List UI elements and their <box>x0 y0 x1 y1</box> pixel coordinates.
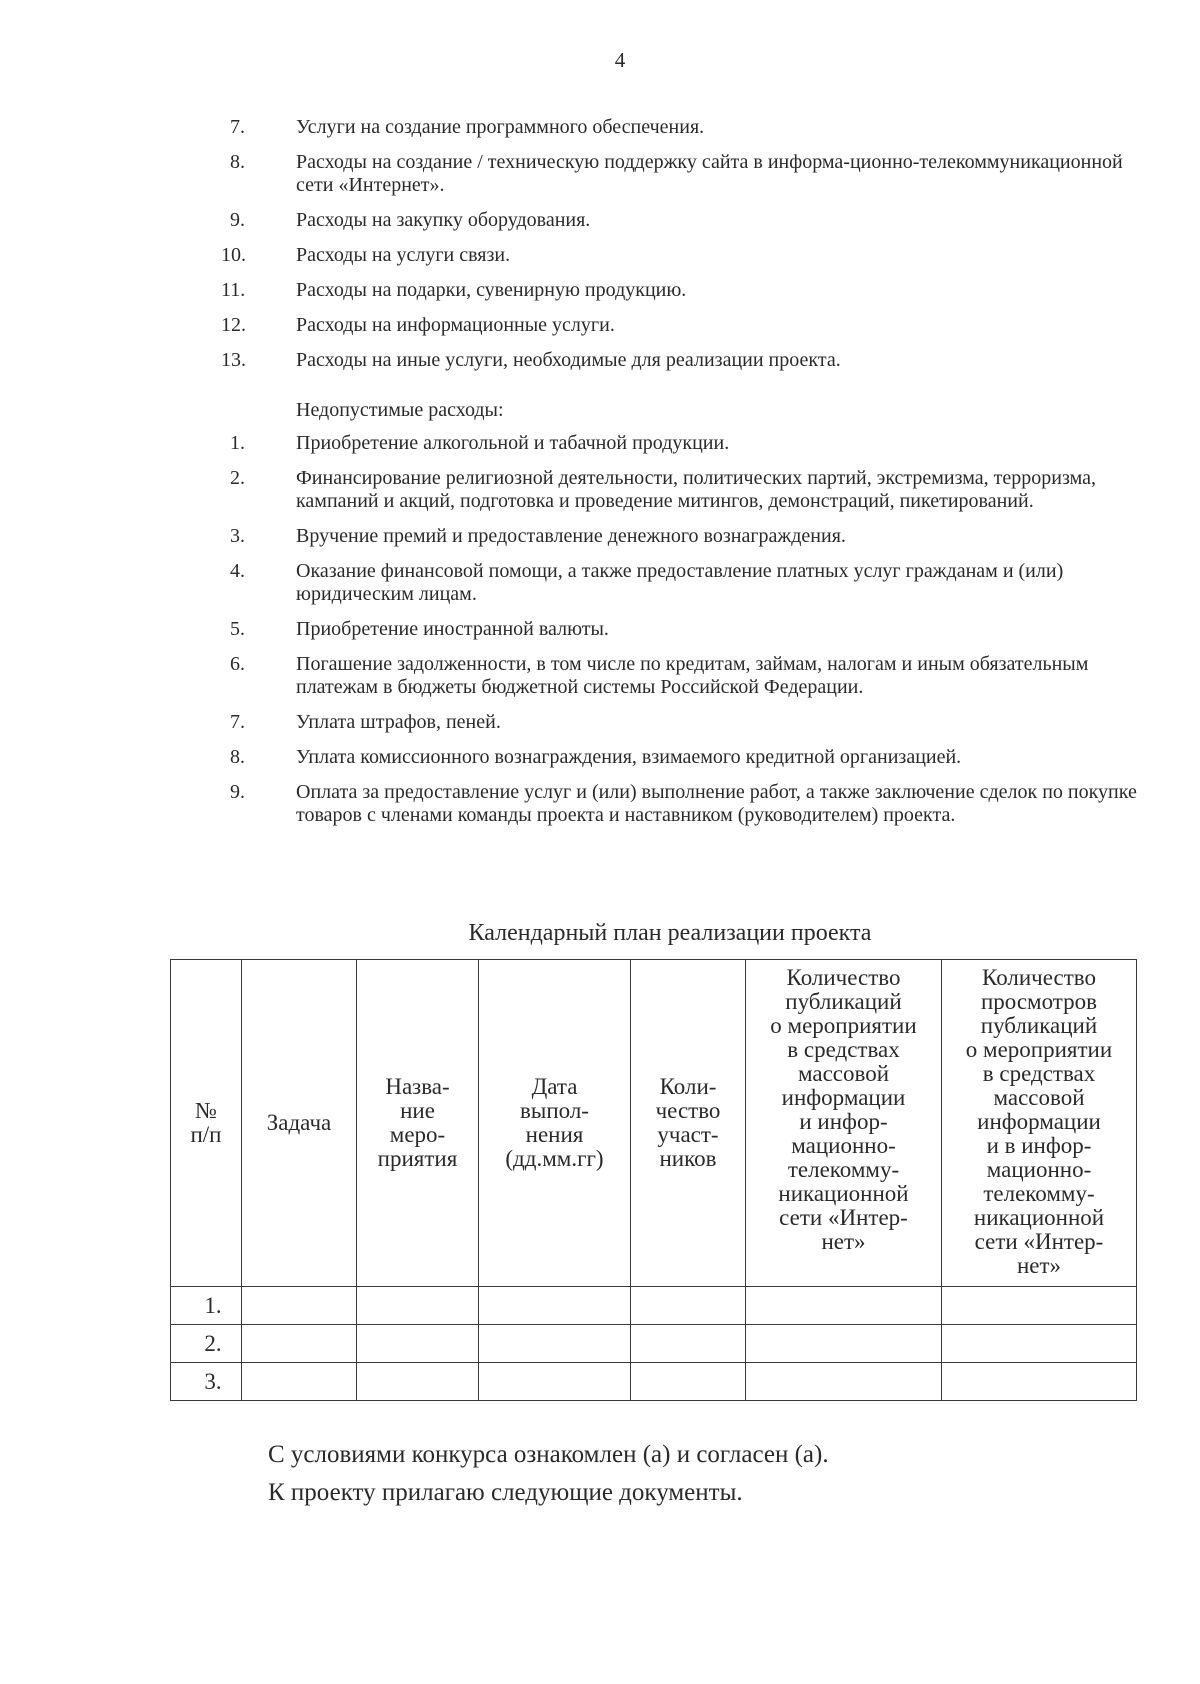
table-cell <box>479 1363 631 1401</box>
table-cell <box>357 1287 479 1325</box>
item-text: Расходы на иные услуги, необходимые для реализации проекта. <box>296 349 841 371</box>
table-row <box>171 1325 1137 1363</box>
item-number: 7. <box>230 711 245 733</box>
item-text: Расходы на информационные услуги. <box>296 314 615 336</box>
table-header-row <box>171 960 1137 1287</box>
item-number: 11. <box>221 279 246 301</box>
list-item <box>0 209 1200 232</box>
item-number: 1. <box>230 432 245 454</box>
list-item <box>0 279 1200 302</box>
table-row <box>171 1287 1137 1325</box>
attachments-statement: К проекту прилагаю следующие документы. <box>268 1479 743 1506</box>
item-number: 8. <box>230 746 245 768</box>
table-cell <box>631 1287 746 1325</box>
table-cell <box>242 1287 357 1325</box>
item-number: 7. <box>230 116 245 138</box>
page-number: 4 <box>614 48 626 72</box>
item-number: 12. <box>221 314 246 336</box>
table-cell <box>942 1363 1137 1401</box>
item-number: 13. <box>221 349 246 371</box>
item-text: Оказание финансовой помощи, а также предоставление платных услуг гражданам и (или) юридическим лицам. <box>296 560 1064 605</box>
list-item <box>0 314 1200 337</box>
list-item <box>0 653 1200 699</box>
column-header-date: Дата выпол- нения (дд.мм.гг) <box>479 960 631 1287</box>
list-item <box>0 525 1200 548</box>
table-cell <box>242 1325 357 1363</box>
table-cell <box>942 1287 1137 1325</box>
row-number: 3. <box>171 1363 242 1401</box>
allowed-expenses-list <box>0 116 1200 384</box>
item-text: Приобретение иностранной валюты. <box>296 618 609 640</box>
list-item <box>0 467 1200 513</box>
table-row <box>171 1363 1137 1401</box>
item-text: Финансирование религиозной деятельности, политических партий, экстремизма, терроризма, кампаний и акций, подготовка и проведение митингов, демонстраций, пикетирований. <box>296 467 1096 512</box>
table-cell <box>479 1325 631 1363</box>
item-text: Расходы на закупку оборудования. <box>296 209 591 231</box>
table-cell <box>479 1287 631 1325</box>
table-cell <box>746 1287 942 1325</box>
table-cell <box>357 1325 479 1363</box>
item-number: 6. <box>230 653 245 675</box>
item-text: Вручение премий и предоставление денежного вознаграждения. <box>296 525 846 547</box>
column-header-number: № п/п <box>171 960 242 1287</box>
agreement-statement: С условиями конкурса ознакомлен (а) и согласен (а). <box>268 1441 829 1468</box>
list-item <box>0 781 1200 827</box>
list-item <box>0 711 1200 734</box>
calendar-plan-table <box>170 959 1137 1401</box>
list-item <box>0 746 1200 769</box>
item-number: 2. <box>230 467 245 489</box>
item-text: Услуги на создание программного обеспечения. <box>296 116 705 138</box>
item-text: Оплата за предоставление услуг и (или) выполнение работ, а также заключение сделок по покупке товаров с членами команды проекта и наставником (руководителем) проекта. <box>296 781 1137 826</box>
item-text: Уплата штрафов, пеней. <box>296 711 501 733</box>
table-cell <box>242 1363 357 1401</box>
list-item <box>0 618 1200 641</box>
row-number: 2. <box>171 1325 242 1363</box>
item-number: 10. <box>221 244 246 266</box>
forbidden-expenses-list <box>0 432 1200 839</box>
list-item <box>0 244 1200 267</box>
list-item <box>0 349 1200 372</box>
column-header-task: Задача <box>242 960 357 1287</box>
item-text: Расходы на услуги связи. <box>296 244 511 266</box>
item-number: 4. <box>230 560 245 582</box>
column-header-publications: Количество публикаций о мероприятии в средствах массовой информации и инфор- мационно- телекомму- никационной сети «Интер- нет» <box>746 960 942 1287</box>
item-number: 3. <box>230 525 245 547</box>
column-header-event-name: Назва- ние меро- приятия <box>357 960 479 1287</box>
item-number: 9. <box>230 781 245 803</box>
column-header-views: Количество просмотров публикаций о мероприятии в средствах массовой информации и в инфор- мационно- телекомму- никационной сети «Интер- нет» <box>942 960 1137 1287</box>
item-text: Расходы на создание / техническую поддержку сайта в информа-ционно-телекоммуникационной сети «Интернет». <box>296 151 1123 196</box>
table-cell <box>631 1363 746 1401</box>
item-number: 5. <box>230 618 245 640</box>
list-item <box>0 432 1200 455</box>
row-number: 1. <box>171 1287 242 1325</box>
item-text: Расходы на подарки, сувенирную продукцию. <box>296 279 687 301</box>
item-number: 8. <box>230 151 245 173</box>
table-title: Календарный план реализации проекта <box>468 920 872 946</box>
item-text: Приобретение алкогольной и табачной продукции. <box>296 432 730 454</box>
table-cell <box>357 1363 479 1401</box>
list-item <box>0 151 1200 197</box>
item-text: Погашение задолженности, в том числе по кредитам, займам, налогам и иным обязательным платежам в бюджеты бюджетной системы Российской Федерации. <box>296 653 1089 698</box>
list-item <box>0 116 1200 139</box>
table-cell <box>746 1363 942 1401</box>
column-header-participants: Коли- чество участ- ников <box>631 960 746 1287</box>
table-cell <box>746 1325 942 1363</box>
list-item <box>0 560 1200 606</box>
forbidden-expenses-heading: Недопустимые расходы: <box>296 399 504 421</box>
item-text: Уплата комиссионного вознаграждения, взимаемого кредитной организацией. <box>296 746 962 768</box>
table-cell <box>631 1325 746 1363</box>
table-cell <box>942 1325 1137 1363</box>
item-number: 9. <box>230 209 245 231</box>
